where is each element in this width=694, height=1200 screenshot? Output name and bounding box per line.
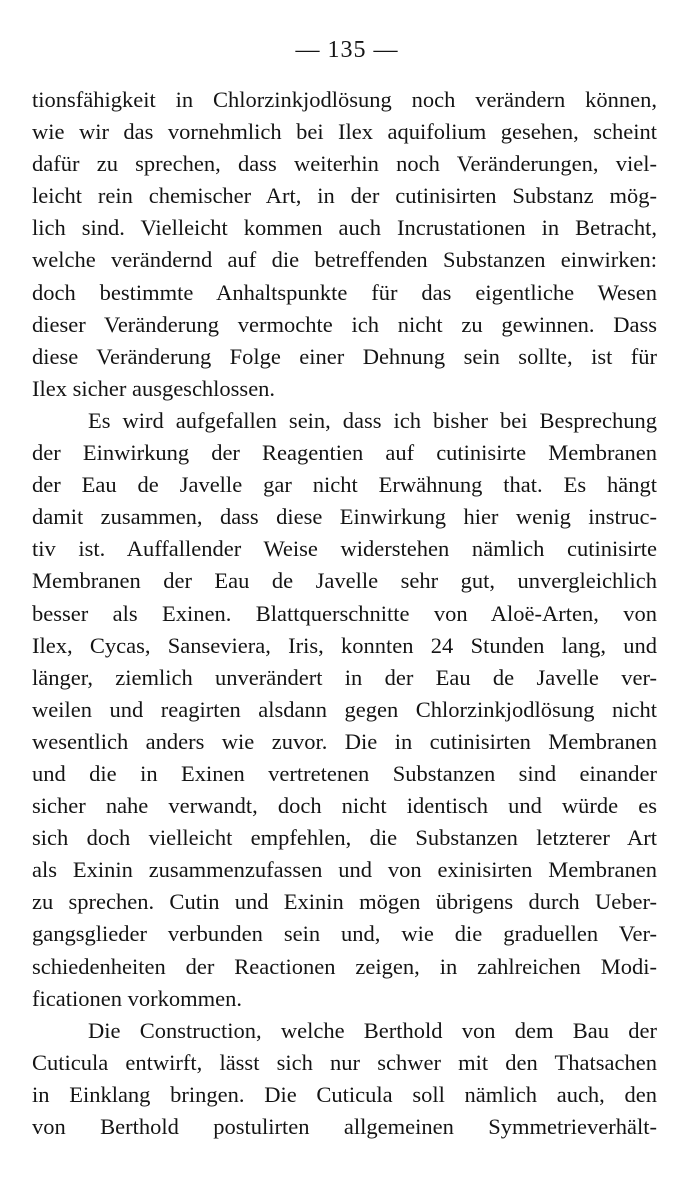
page-number: — 135 — [295,37,399,63]
text-line: als Exinin zusammenzufassen und von exinisirten Membranen [32,857,657,883]
text-line: sicher nahe verwandt, doch nicht identisch und würde es [32,793,657,819]
text-line: tionsfähigkeit in Chlorzinkjodlösung noch verändern können, [32,87,657,112]
text-line: sich doch vielleicht empfehlen, die Substanzen letzterer Art [32,825,657,851]
text-line: gangsglieder verbunden sein und, wie die graduellen Ver- [32,921,657,947]
text-line: Es wird aufgefallen sein, dass ich bisher bei Besprechung [88,407,657,433]
text-line: wie wir das vornehmlich bei Ilex aquifolium gesehen, scheint [32,119,657,145]
text-line: der Eau de Javelle gar nicht Erwähnung that. Es hängt [32,472,657,498]
text-line: welche verändernd auf die betreffenden Substanzen einwirken: [32,247,657,273]
text-line: diese Veränderung Folge einer Dehnung sein sollte, ist für [32,343,657,369]
text-line: Ilex, Cycas, Sanseviera, Iris, konnten 24 Stunden lang, und [32,632,657,658]
text-line: tiv ist. Auffallender Weise widerstehen nämlich cutinisirte [32,536,657,562]
text-line: damit zusammen, dass diese Einwirkung hier wenig instruc- [32,504,657,530]
text-line: schiedenheiten der Reactionen zeigen, in zahlreichen Modi- [32,953,657,979]
text-line: besser als Exinen. Blattquerschnitte von Aloë-Arten, von [32,600,657,626]
paragraph [32,1015,657,1143]
paragraph [32,84,657,405]
text-line: und die in Exinen vertretenen Substanzen sind einander [32,760,657,786]
paragraph [32,405,657,1015]
text-line: dafür zu sprechen, dass weiterhin noch Veränderungen, viel- [32,151,657,177]
text-line: zu sprechen. Cutin und Exinin mögen übrigens durch Ueber- [32,889,657,915]
text-line: Ilex sicher ausgeschlossen. [32,375,276,401]
text-line: Die Construction, welche Berthold von dem Bau der [88,1017,657,1043]
text-line: länger, ziemlich unverändert in der Eau de Javelle ver- [32,664,657,690]
text-line: doch bestimmte Anhaltspunkte für das eigentliche Wesen [32,279,657,305]
text-line: von Berthold postulirten allgemeinen Symmetrieverhält- [32,1114,657,1139]
text-line: lich sind. Vielleicht kommen auch Incrustationen in Betracht, [32,215,657,241]
text-line: wesentlich anders wie zuvor. Die in cutinisirten Membranen [32,728,657,754]
text-line: der Einwirkung der Reagentien auf cutinisirte Membranen [32,440,657,466]
text-line: ficationen vorkommen. [32,985,242,1011]
text-line: leicht rein chemischer Art, in der cutinisirten Substanz mög- [32,183,657,209]
text-line: weilen und reagirten alsdann gegen Chlorzinkjodlösung nicht [32,696,657,722]
body-text [32,84,657,1143]
text-line: dieser Veränderung vermochte ich nicht zu gewinnen. Dass [32,311,657,337]
text-line: in Einklang bringen. Die Cuticula soll nämlich auch, den [32,1081,657,1107]
text-line: Membranen der Eau de Javelle sehr gut, unvergleichlich [32,568,657,594]
text-line: Cuticula entwirft, lässt sich nur schwer mit den Thatsachen [32,1049,657,1075]
